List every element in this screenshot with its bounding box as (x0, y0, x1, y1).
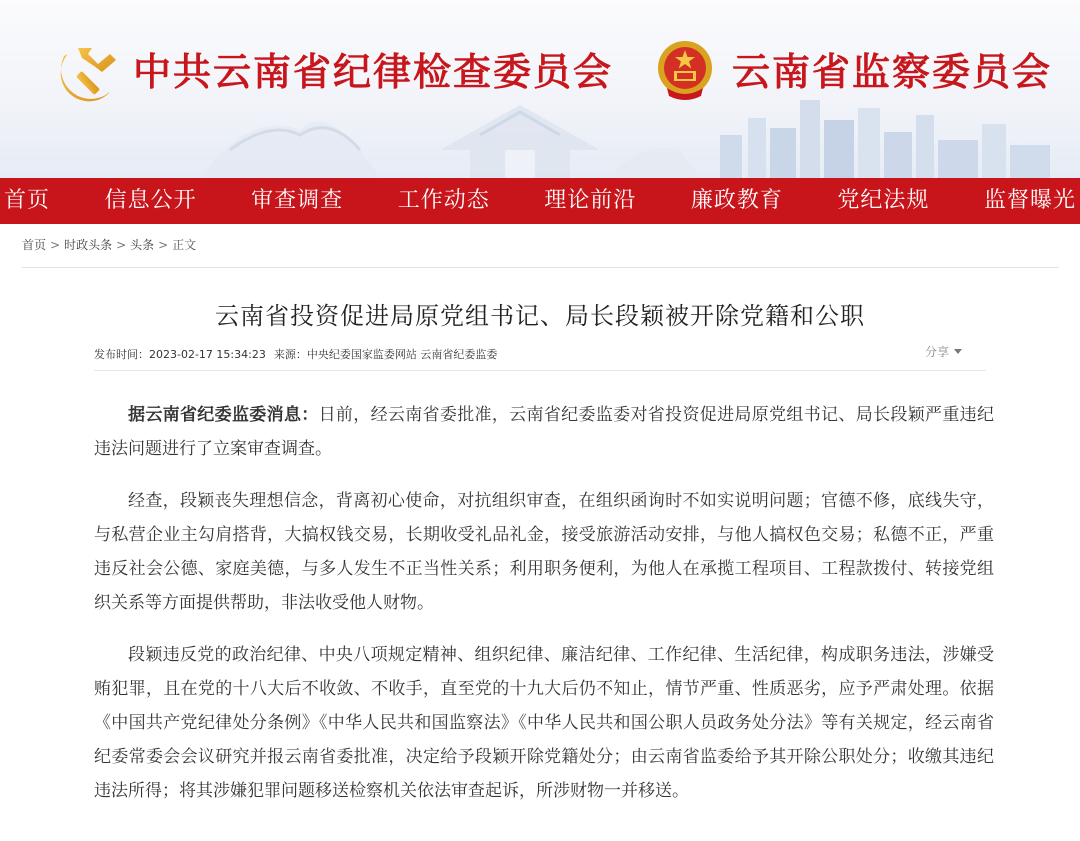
supervision-commission-title: 云南省监察委员会 (732, 50, 1053, 94)
chevron-down-icon (954, 349, 962, 354)
party-emblem-icon (58, 40, 122, 104)
breadcrumb-separator: > (116, 238, 127, 252)
article-body (94, 398, 994, 826)
paragraph: 段颖违反党的政治纪律、中央八项规定精神、组织纪律、廉洁纪律、工作纪律、生活纪律，构成职务违法，涉嫌受贿犯罪，且在党的十八大后不收敛、不收手，直至党的十九大后仍不知止，情节严重、性质恶劣，应予严肃处理。依据《中国共产党纪律处分条例》《中华人民共和国监察法》《中华人民共和国公职人员政务处分法》等有关规定，经云南省纪委常委会会议研究并报云南省委批准，决定给予段颖开除党籍处分；由云南省监委给予其开除公职处分；收缴其违纪违法所得；将其涉嫌犯罪问题移送检察机关依法审查起诉，所涉财物一并移送。 (94, 645, 994, 801)
nav-item-info-disclosure[interactable]: 信息公开 (104, 188, 197, 213)
page-title: 云南省投资促进局原党组书记、局长段颖被开除党籍和公职 (215, 302, 865, 330)
cpc-commission-title: 中共云南省纪律检查委员会 (133, 50, 614, 94)
paragraph: 经查，段颖丧失理想信念，背离初心使命，对抗组织审查，在组织函询时不如实说明问题；官德不修，底线失守，与私营企业主勾肩搭背，大搞权钱交易，长期收受礼品礼金，接受旅游活动安排，与他人搞权色交易；私德不正，严重违反社会公德、家庭美德，与多人发生不正当性关系；利用职务便利，为他人在承揽工程项目、工程款拨付、转接党组织关系等方面提供帮助，非法收受他人财物。 (94, 491, 994, 613)
breadcrumb (22, 236, 196, 253)
nav-item-investigation[interactable]: 审查调查 (251, 188, 344, 213)
nav-item-work-news[interactable]: 工作动态 (397, 188, 490, 213)
nav-item-regulations[interactable]: 党纪法规 (837, 188, 930, 213)
nav-item-home[interactable]: 首页 (4, 188, 51, 213)
breadcrumb-separator: > (50, 238, 61, 252)
breadcrumb-divider (22, 267, 1059, 268)
share-button[interactable] (925, 343, 962, 360)
nav-item-integrity-education[interactable]: 廉政教育 (690, 188, 783, 213)
lead-text: 据云南省纪委监委消息： (128, 405, 319, 425)
breadcrumb-separator: > (158, 238, 169, 252)
meta-divider (94, 370, 986, 371)
national-emblem-icon (655, 38, 715, 104)
publish-time: 2023-02-17 15:34:23 (149, 348, 266, 361)
paragraph (94, 398, 994, 466)
article-meta (94, 346, 497, 362)
paragraph-text: 日前，经云南省委批准，云南省纪委监委对省投资促进局原党组书记、局长段颖严重违纪违法问题进行了立案审查调查。 (94, 405, 995, 459)
publish-time-label: 发布时间： (94, 348, 149, 361)
breadcrumb-top[interactable]: 头条 (130, 238, 155, 252)
source: 中央纪委国家监委网站 云南省纪委监委 (306, 348, 498, 361)
breadcrumb-home[interactable]: 首页 (22, 238, 47, 252)
nav-item-theory[interactable]: 理论前沿 (544, 188, 637, 213)
breadcrumb-current: 正文 (172, 238, 197, 252)
main-nav (0, 178, 1080, 224)
breadcrumb-headlines[interactable]: 时政头条 (64, 238, 113, 252)
source-label: 来源： (273, 348, 307, 361)
nav-item-exposure[interactable]: 监督曝光 (983, 188, 1076, 213)
share-label: 分享 (925, 345, 950, 359)
site-header (0, 0, 1080, 178)
